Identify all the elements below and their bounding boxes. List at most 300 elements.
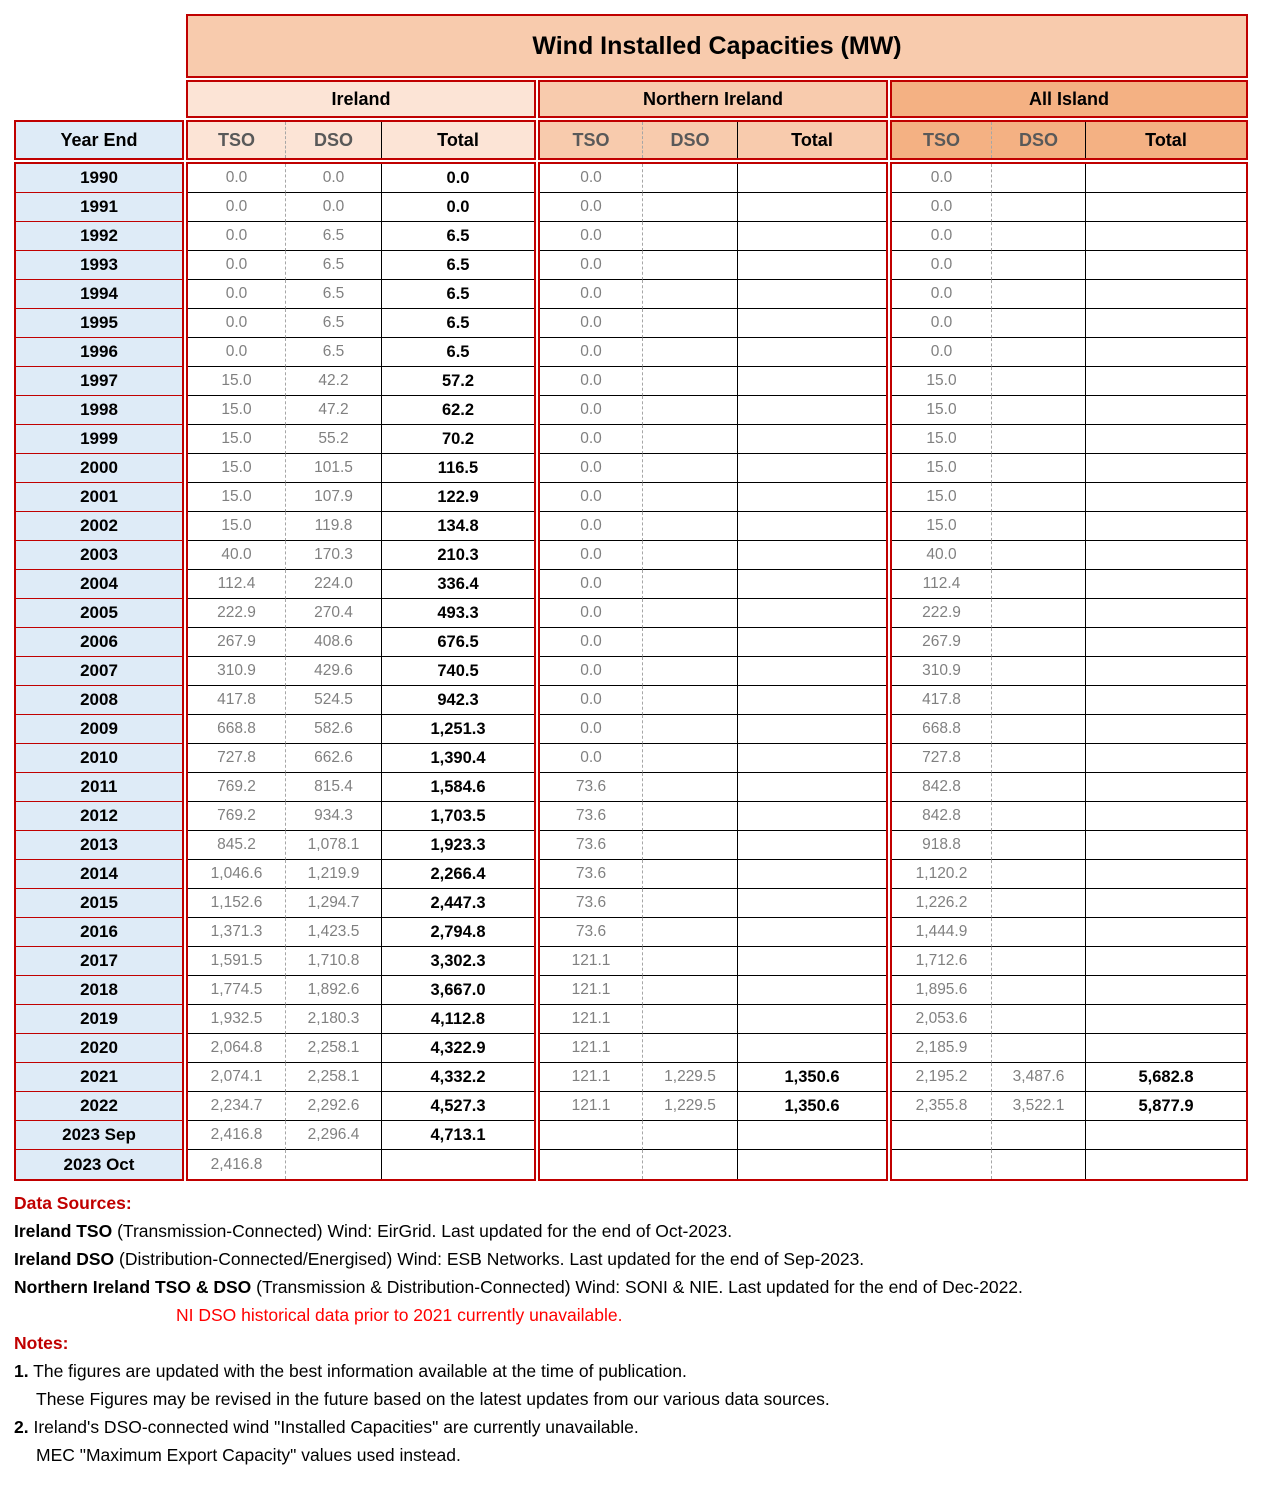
ie-total-cell: 2,266.4 <box>381 860 534 889</box>
ni-total-cell <box>737 425 886 454</box>
ie-dso-cell: 270.4 <box>285 599 381 628</box>
ie-dso-cell: 429.6 <box>285 657 381 686</box>
year-end-header: Year End <box>14 120 184 160</box>
ni-total-cell <box>737 483 886 512</box>
ni-tso-cell: 0.0 <box>540 686 642 715</box>
ai-dso-cell <box>991 860 1085 889</box>
northern-ireland-dso-header: DSO <box>642 122 737 158</box>
year-cell: 1998 <box>16 396 182 425</box>
ni-tso-cell: 0.0 <box>540 541 642 570</box>
note-line-1: 1. The figures are updated with the best information available at the time of publication. <box>14 1361 687 1381</box>
ni-tso-cell: 121.1 <box>540 1005 642 1034</box>
ai-tso-cell: 727.8 <box>892 744 991 773</box>
ai-dso-cell <box>991 918 1085 947</box>
note-line-2: 2. Ireland's DSO-connected wind "Installed Capacities" are currently unavailable. <box>14 1417 639 1437</box>
ai-dso-cell <box>991 425 1085 454</box>
ie-tso-cell: 0.0 <box>188 251 285 280</box>
ie-total-cell: 740.5 <box>381 657 534 686</box>
ai-total-cell <box>1085 918 1246 947</box>
ni-total-cell: 1,350.6 <box>737 1092 886 1121</box>
ai-total-cell <box>1085 831 1246 860</box>
ni-total-cell <box>737 570 886 599</box>
wind-capacity-table <box>14 14 1248 1469</box>
data-sources-heading: Data Sources: <box>14 1193 132 1213</box>
ie-dso-cell: 6.5 <box>285 338 381 367</box>
year-cell: 2014 <box>16 860 182 889</box>
year-cell: 2005 <box>16 599 182 628</box>
ie-dso-cell: 119.8 <box>285 512 381 541</box>
ni-tso-cell: 73.6 <box>540 918 642 947</box>
ni-total-cell <box>737 1121 886 1150</box>
ai-dso-cell <box>991 802 1085 831</box>
ie-dso-cell: 1,710.8 <box>285 947 381 976</box>
ni-dso-cell <box>642 1150 737 1179</box>
ni-dso-cell <box>642 280 737 309</box>
year-cell: 2018 <box>16 976 182 1005</box>
ie-tso-cell: 0.0 <box>188 164 285 193</box>
ni-dso-unavailable-note: NI DSO historical data prior to 2021 currently unavailable. <box>176 1305 623 1325</box>
ireland-dso-header: DSO <box>285 122 381 158</box>
ai-dso-cell <box>991 686 1085 715</box>
ie-tso-cell: 15.0 <box>188 367 285 396</box>
ni-tso-cell: 121.1 <box>540 1092 642 1121</box>
year-cell: 2017 <box>16 947 182 976</box>
ai-dso-cell <box>991 976 1085 1005</box>
ai-tso-cell: 918.8 <box>892 831 991 860</box>
ie-total-cell: 4,713.1 <box>381 1121 534 1150</box>
ie-total-cell: 1,703.5 <box>381 802 534 831</box>
ni-total-cell <box>737 773 886 802</box>
ai-dso-cell <box>991 338 1085 367</box>
ie-total-cell: 1,251.3 <box>381 715 534 744</box>
ni-dso-cell <box>642 541 737 570</box>
ni-tso-cell: 0.0 <box>540 599 642 628</box>
ai-tso-cell <box>892 1121 991 1150</box>
ie-dso-cell: 42.2 <box>285 367 381 396</box>
ie-total-cell: 942.3 <box>381 686 534 715</box>
ai-total-cell <box>1085 309 1246 338</box>
northern-ireland-tso-header: TSO <box>572 129 610 150</box>
ai-dso-cell <box>991 251 1085 280</box>
ni-tso-cell <box>540 1121 642 1150</box>
ie-total-cell: 3,302.3 <box>381 947 534 976</box>
ie-dso-cell: 170.3 <box>285 541 381 570</box>
year-cell: 1995 <box>16 309 182 338</box>
ni-dso-cell <box>642 338 737 367</box>
ni-total-cell <box>737 947 886 976</box>
year-cell: 2009 <box>16 715 182 744</box>
ai-dso-cell <box>991 1005 1085 1034</box>
ie-total-cell: 676.5 <box>381 628 534 657</box>
ie-dso-cell: 662.6 <box>285 744 381 773</box>
year-cell: 1999 <box>16 425 182 454</box>
ie-total-cell: 6.5 <box>381 338 534 367</box>
title-row <box>14 14 1248 78</box>
ni-total-cell <box>737 338 886 367</box>
ai-tso-cell: 417.8 <box>892 686 991 715</box>
ai-total-cell <box>1085 889 1246 918</box>
all-island-tso-header: TSO <box>922 129 960 150</box>
year-cell: 2013 <box>16 831 182 860</box>
ai-dso-cell <box>991 715 1085 744</box>
ie-tso-cell: 1,152.6 <box>188 889 285 918</box>
title-left-spacer <box>14 14 184 78</box>
ni-total-cell <box>737 1150 886 1179</box>
ie-dso-cell: 6.5 <box>285 222 381 251</box>
ie-tso-cell: 267.9 <box>188 628 285 657</box>
ai-dso-cell <box>991 657 1085 686</box>
ai-total-cell <box>1085 570 1246 599</box>
group-header-all-island: All Island <box>890 80 1248 118</box>
ie-tso-cell: 2,234.7 <box>188 1092 285 1121</box>
group-header-northern-ireland: Northern Ireland <box>538 80 888 118</box>
ie-tso-cell: 15.0 <box>188 483 285 512</box>
ie-dso-cell: 6.5 <box>285 251 381 280</box>
ni-tso-cell: 121.1 <box>540 1034 642 1063</box>
ni-tso-cell: 0.0 <box>540 164 642 193</box>
ai-dso-cell <box>991 947 1085 976</box>
ni-dso-cell: 1,229.5 <box>642 1063 737 1092</box>
ie-dso-cell: 2,258.1 <box>285 1063 381 1092</box>
ni-tso-cell: 73.6 <box>540 773 642 802</box>
ni-tso-cell: 73.6 <box>540 860 642 889</box>
year-cell: 1997 <box>16 367 182 396</box>
ie-dso-cell: 2,292.6 <box>285 1092 381 1121</box>
ie-total-cell: 6.5 <box>381 251 534 280</box>
ireland-data-body <box>186 162 536 1181</box>
all-island-total-header: Total <box>1085 122 1246 158</box>
ie-tso-cell: 727.8 <box>188 744 285 773</box>
year-cell: 2012 <box>16 802 182 831</box>
ie-dso-cell: 101.5 <box>285 454 381 483</box>
ni-total-cell <box>737 599 886 628</box>
ni-tso-cell: 0.0 <box>540 222 642 251</box>
year-cell: 2008 <box>16 686 182 715</box>
ie-total-cell: 1,584.6 <box>381 773 534 802</box>
ie-dso-cell: 582.6 <box>285 715 381 744</box>
ni-total-cell <box>737 1034 886 1063</box>
ie-dso-cell: 2,180.3 <box>285 1005 381 1034</box>
ie-total-cell: 6.5 <box>381 280 534 309</box>
ie-total-cell: 336.4 <box>381 570 534 599</box>
ni-dso-cell <box>642 367 737 396</box>
ai-total-cell <box>1085 744 1246 773</box>
ai-dso-cell <box>991 280 1085 309</box>
ie-dso-cell <box>285 1150 381 1179</box>
year-cell: 1990 <box>16 164 182 193</box>
ni-total-cell <box>737 628 886 657</box>
year-cell: 2000 <box>16 454 182 483</box>
year-cell: 2016 <box>16 918 182 947</box>
ni-total-cell <box>737 309 886 338</box>
ai-dso-cell: 3,487.6 <box>991 1063 1085 1092</box>
ai-total-cell <box>1085 425 1246 454</box>
ni-dso-cell <box>642 251 737 280</box>
ai-tso-cell: 0.0 <box>892 164 991 193</box>
ai-total-cell <box>1085 599 1246 628</box>
ai-total-cell <box>1085 251 1246 280</box>
ie-tso-cell: 668.8 <box>188 715 285 744</box>
ni-tso-cell: 0.0 <box>540 251 642 280</box>
ai-total-cell <box>1085 1034 1246 1063</box>
ai-tso-cell: 842.8 <box>892 773 991 802</box>
group-header-row <box>14 80 1248 118</box>
ie-tso-cell: 40.0 <box>188 541 285 570</box>
ai-tso-cell: 15.0 <box>892 483 991 512</box>
ie-tso-cell: 0.0 <box>188 280 285 309</box>
year-cell: 2019 <box>16 1005 182 1034</box>
table-body-row <box>14 162 1248 1181</box>
ai-tso-cell: 267.9 <box>892 628 991 657</box>
ni-dso-cell <box>642 976 737 1005</box>
ie-total-cell: 4,332.2 <box>381 1063 534 1092</box>
ni-total-cell <box>737 802 886 831</box>
ai-total-cell <box>1085 657 1246 686</box>
ni-tso-cell: 0.0 <box>540 483 642 512</box>
ie-dso-cell: 0.0 <box>285 193 381 222</box>
ai-tso-cell: 0.0 <box>892 251 991 280</box>
ni-tso-cell: 0.0 <box>540 454 642 483</box>
ie-tso-cell: 2,064.8 <box>188 1034 285 1063</box>
ai-dso-cell <box>991 628 1085 657</box>
ni-total-cell <box>737 454 886 483</box>
ie-tso-cell: 769.2 <box>188 773 285 802</box>
northern-ireland-total-header: Total <box>737 122 886 158</box>
ai-dso-cell <box>991 367 1085 396</box>
ai-total-cell <box>1085 802 1246 831</box>
ai-total-cell <box>1085 396 1246 425</box>
ie-total-cell: 4,527.3 <box>381 1092 534 1121</box>
ni-total-cell <box>737 976 886 1005</box>
ai-tso-cell: 1,712.6 <box>892 947 991 976</box>
ni-dso-cell <box>642 831 737 860</box>
ie-total-cell: 0.0 <box>381 164 534 193</box>
ai-total-cell <box>1085 193 1246 222</box>
year-cell: 2023 Sep <box>16 1121 182 1150</box>
year-cell: 2004 <box>16 570 182 599</box>
ai-total-cell <box>1085 367 1246 396</box>
ie-tso-cell: 1,932.5 <box>188 1005 285 1034</box>
ni-tso-cell: 73.6 <box>540 889 642 918</box>
ai-dso-cell <box>991 541 1085 570</box>
year-cell: 1992 <box>16 222 182 251</box>
ie-tso-cell: 112.4 <box>188 570 285 599</box>
ni-dso-cell <box>642 483 737 512</box>
ai-dso-cell <box>991 1034 1085 1063</box>
ai-total-cell <box>1085 773 1246 802</box>
ai-tso-cell: 1,444.9 <box>892 918 991 947</box>
ni-tso-cell: 0.0 <box>540 512 642 541</box>
year-cell: 2020 <box>16 1034 182 1063</box>
ie-total-cell: 57.2 <box>381 367 534 396</box>
northern-ireland-sub-headers <box>538 120 888 160</box>
ni-total-cell <box>737 1005 886 1034</box>
ni-tso-cell: 73.6 <box>540 831 642 860</box>
ni-tso-cell <box>540 1150 642 1179</box>
ie-total-cell: 2,447.3 <box>381 889 534 918</box>
ie-tso-cell: 15.0 <box>188 512 285 541</box>
ni-total-cell <box>737 860 886 889</box>
ai-total-cell <box>1085 628 1246 657</box>
ai-total-cell: 5,877.9 <box>1085 1092 1246 1121</box>
year-cell: 2007 <box>16 657 182 686</box>
ni-total-cell <box>737 367 886 396</box>
ai-dso-cell <box>991 889 1085 918</box>
ai-tso-cell: 2,185.9 <box>892 1034 991 1063</box>
footer-notes <box>14 1189 1248 1469</box>
ni-total-cell <box>737 918 886 947</box>
ie-tso-cell: 417.8 <box>188 686 285 715</box>
ai-tso-cell: 15.0 <box>892 512 991 541</box>
year-cell: 2006 <box>16 628 182 657</box>
year-cell: 2002 <box>16 512 182 541</box>
ai-tso-cell: 2,355.8 <box>892 1092 991 1121</box>
ni-dso-cell <box>642 918 737 947</box>
ie-total-cell: 3,667.0 <box>381 976 534 1005</box>
ai-total-cell <box>1085 483 1246 512</box>
ni-total-cell: 1,350.6 <box>737 1063 886 1092</box>
ai-dso-cell: 3,522.1 <box>991 1092 1085 1121</box>
ni-dso-cell <box>642 628 737 657</box>
ie-dso-cell: 0.0 <box>285 164 381 193</box>
ni-total-cell <box>737 744 886 773</box>
ai-dso-cell <box>991 164 1085 193</box>
ni-tso-cell: 0.0 <box>540 715 642 744</box>
ie-tso-cell: 845.2 <box>188 831 285 860</box>
ie-total-cell: 0.0 <box>381 193 534 222</box>
ni-dso-cell <box>642 947 737 976</box>
ni-dso-cell <box>642 512 737 541</box>
ni-dso-cell <box>642 889 737 918</box>
ireland-total-header: Total <box>381 122 534 158</box>
ie-total-cell: 2,794.8 <box>381 918 534 947</box>
ai-tso-cell: 842.8 <box>892 802 991 831</box>
ni-tso-cell: 0.0 <box>540 425 642 454</box>
ni-tso-cell: 0.0 <box>540 744 642 773</box>
ai-total-cell <box>1085 1121 1246 1150</box>
ni-total-cell <box>737 541 886 570</box>
ai-dso-cell <box>991 1150 1085 1179</box>
ie-tso-cell: 1,774.5 <box>188 976 285 1005</box>
ie-dso-cell: 6.5 <box>285 309 381 338</box>
ai-tso-cell: 15.0 <box>892 425 991 454</box>
ie-tso-cell: 2,416.8 <box>210 1155 263 1173</box>
ai-dso-cell <box>991 309 1085 338</box>
all-island-sub-headers <box>890 120 1248 160</box>
year-cell: 2021 <box>16 1063 182 1092</box>
source-line-northern-ireland: Northern Ireland TSO & DSO (Transmission & Distribution-Connected) Wind: SONI & NIE. Last updated for the end of Dec-2022. <box>14 1277 1023 1297</box>
ni-total-cell <box>737 396 886 425</box>
ai-tso-cell: 668.8 <box>892 715 991 744</box>
ai-total-cell <box>1085 280 1246 309</box>
ni-dso-cell <box>642 454 737 483</box>
note-line-1-continued: These Figures may be revised in the future based on the latest updates from our various data sources. <box>36 1389 830 1409</box>
ai-tso-cell: 310.9 <box>892 657 991 686</box>
ie-tso-cell: 222.9 <box>188 599 285 628</box>
year-cell: 1994 <box>16 280 182 309</box>
ni-tso-cell: 0.0 <box>540 657 642 686</box>
ie-dso-cell: 107.9 <box>285 483 381 512</box>
ni-total-cell <box>737 657 886 686</box>
ni-tso-cell: 0.0 <box>540 396 642 425</box>
year-cell: 2010 <box>16 744 182 773</box>
ie-total-cell: 210.3 <box>381 541 534 570</box>
year-cell: 2015 <box>16 889 182 918</box>
ie-tso-cell: 15.0 <box>188 454 285 483</box>
ai-tso-cell: 15.0 <box>892 454 991 483</box>
ie-tso-cell: 2,074.1 <box>188 1063 285 1092</box>
ie-total-cell: 1,923.3 <box>381 831 534 860</box>
ai-dso-cell <box>991 1121 1085 1150</box>
ai-tso-cell: 0.0 <box>892 222 991 251</box>
ni-tso-cell: 0.0 <box>540 193 642 222</box>
ai-tso-cell: 15.0 <box>892 396 991 425</box>
ni-tso-cell: 0.0 <box>540 280 642 309</box>
notes-heading: Notes: <box>14 1333 69 1353</box>
ni-tso-cell: 121.1 <box>540 976 642 1005</box>
ie-total-cell <box>381 1150 534 1179</box>
ie-tso-cell: 2,416.8 <box>188 1121 285 1150</box>
source-line-ireland-tso: Ireland TSO (Transmission-Connected) Wind: EirGrid. Last updated for the end of Oct-2023. <box>14 1221 733 1241</box>
year-cell: 2022 <box>16 1092 182 1121</box>
ie-total-cell: 70.2 <box>381 425 534 454</box>
ai-dso-cell <box>991 570 1085 599</box>
ie-total-cell: 122.9 <box>381 483 534 512</box>
year-column-body <box>14 162 184 1181</box>
ai-tso-cell: 1,226.2 <box>892 889 991 918</box>
ni-dso-cell <box>642 1005 737 1034</box>
ai-total-cell <box>1085 715 1246 744</box>
ie-dso-cell: 1,078.1 <box>285 831 381 860</box>
ie-tso-cell: 1,046.6 <box>188 860 285 889</box>
ni-tso-cell: 0.0 <box>540 628 642 657</box>
ni-dso-cell <box>642 599 737 628</box>
year-cell: 2011 <box>16 773 182 802</box>
ai-total-cell <box>1085 512 1246 541</box>
ni-tso-cell: 121.1 <box>540 947 642 976</box>
ni-total-cell <box>737 280 886 309</box>
ai-dso-cell <box>991 744 1085 773</box>
ie-dso-cell: 1,892.6 <box>285 976 381 1005</box>
ni-tso-cell: 0.0 <box>540 338 642 367</box>
ai-total-cell <box>1085 454 1246 483</box>
ai-dso-cell <box>991 831 1085 860</box>
year-cell: 1996 <box>16 338 182 367</box>
ie-total-cell: 62.2 <box>381 396 534 425</box>
ai-tso-cell: 112.4 <box>892 570 991 599</box>
ie-tso-cell: 769.2 <box>188 802 285 831</box>
ai-dso-cell <box>991 222 1085 251</box>
ie-total-cell: 4,112.8 <box>381 1005 534 1034</box>
ireland-sub-headers <box>186 120 536 160</box>
ai-tso-cell: 0.0 <box>892 280 991 309</box>
note-line-2-continued: MEC "Maximum Export Capacity" values used instead. <box>36 1445 461 1465</box>
ie-dso-cell: 2,258.1 <box>285 1034 381 1063</box>
ai-tso-cell: 0.0 <box>892 309 991 338</box>
ie-dso-cell: 815.4 <box>285 773 381 802</box>
ni-total-cell <box>737 251 886 280</box>
ie-dso-cell: 47.2 <box>285 396 381 425</box>
ni-dso-cell <box>642 773 737 802</box>
ai-total-cell <box>1085 541 1246 570</box>
year-cell: 2023 Oct <box>63 1154 135 1174</box>
ni-dso-cell <box>642 860 737 889</box>
ni-total-cell <box>737 889 886 918</box>
ie-dso-cell: 224.0 <box>285 570 381 599</box>
ie-dso-cell: 55.2 <box>285 425 381 454</box>
ai-dso-cell <box>991 483 1085 512</box>
ni-total-cell <box>737 222 886 251</box>
